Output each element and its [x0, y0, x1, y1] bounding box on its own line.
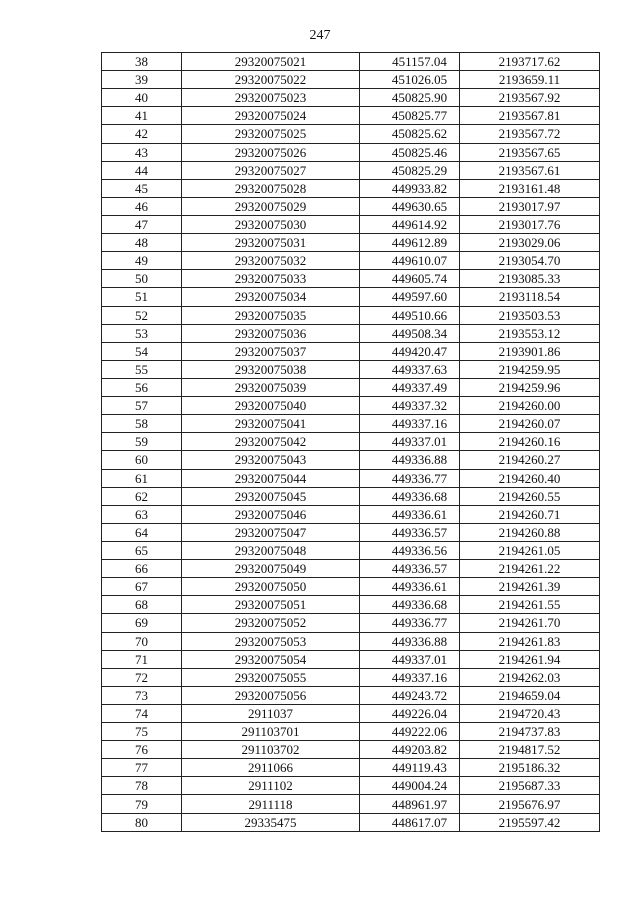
point-id-cell: 29320075025	[182, 125, 360, 143]
point-id-cell: 291103701	[182, 723, 360, 741]
table-row	[102, 723, 600, 741]
x-coordinate-cell: 449336.88	[360, 632, 460, 650]
row-number-cell: 39	[102, 71, 182, 89]
row-number-cell: 40	[102, 89, 182, 107]
y-coordinate-cell: 2193085.33	[460, 270, 600, 288]
table-row	[102, 741, 600, 759]
row-number-cell: 58	[102, 415, 182, 433]
table-row	[102, 596, 600, 614]
row-number-cell: 80	[102, 813, 182, 831]
row-number-cell: 41	[102, 107, 182, 125]
y-coordinate-cell: 2194720.43	[460, 704, 600, 722]
point-id-cell: 29320075026	[182, 143, 360, 161]
point-id-cell: 2911102	[182, 777, 360, 795]
point-id-cell: 29320075055	[182, 668, 360, 686]
coordinates-table	[101, 52, 600, 832]
y-coordinate-cell: 2193017.97	[460, 197, 600, 215]
x-coordinate-cell: 450825.29	[360, 161, 460, 179]
x-coordinate-cell: 449226.04	[360, 704, 460, 722]
row-number-cell: 73	[102, 686, 182, 704]
row-number-cell: 46	[102, 197, 182, 215]
table-row	[102, 161, 600, 179]
point-id-cell: 29320075028	[182, 179, 360, 197]
point-id-cell: 29320075050	[182, 578, 360, 596]
point-id-cell: 29320075037	[182, 342, 360, 360]
row-number-cell: 49	[102, 252, 182, 270]
point-id-cell: 291103702	[182, 741, 360, 759]
table-row	[102, 523, 600, 541]
x-coordinate-cell: 449336.57	[360, 560, 460, 578]
y-coordinate-cell: 2194260.88	[460, 523, 600, 541]
table-row	[102, 306, 600, 324]
table-row	[102, 650, 600, 668]
point-id-cell: 29335475	[182, 813, 360, 831]
point-id-cell: 29320075040	[182, 397, 360, 415]
x-coordinate-cell: 449337.16	[360, 415, 460, 433]
x-coordinate-cell: 449336.77	[360, 469, 460, 487]
row-number-cell: 55	[102, 360, 182, 378]
y-coordinate-cell: 2193659.11	[460, 71, 600, 89]
x-coordinate-cell: 449336.88	[360, 451, 460, 469]
y-coordinate-cell: 2194261.22	[460, 560, 600, 578]
y-coordinate-cell: 2194737.83	[460, 723, 600, 741]
table-row	[102, 234, 600, 252]
row-number-cell: 57	[102, 397, 182, 415]
row-number-cell: 60	[102, 451, 182, 469]
point-id-cell: 29320075034	[182, 288, 360, 306]
row-number-cell: 78	[102, 777, 182, 795]
x-coordinate-cell: 449336.57	[360, 523, 460, 541]
row-number-cell: 52	[102, 306, 182, 324]
x-coordinate-cell: 449336.56	[360, 541, 460, 559]
table-row	[102, 252, 600, 270]
row-number-cell: 66	[102, 560, 182, 578]
row-number-cell: 74	[102, 704, 182, 722]
y-coordinate-cell: 2193553.12	[460, 324, 600, 342]
x-coordinate-cell: 449336.77	[360, 614, 460, 632]
y-coordinate-cell: 2193567.61	[460, 161, 600, 179]
table-row	[102, 704, 600, 722]
y-coordinate-cell: 2194261.83	[460, 632, 600, 650]
row-number-cell: 72	[102, 668, 182, 686]
row-number-cell: 53	[102, 324, 182, 342]
row-number-cell: 61	[102, 469, 182, 487]
row-number-cell: 71	[102, 650, 182, 668]
y-coordinate-cell: 2194259.95	[460, 360, 600, 378]
row-number-cell: 77	[102, 759, 182, 777]
row-number-cell: 75	[102, 723, 182, 741]
point-id-cell: 29320075056	[182, 686, 360, 704]
x-coordinate-cell: 449203.82	[360, 741, 460, 759]
y-coordinate-cell: 2194260.16	[460, 433, 600, 451]
x-coordinate-cell: 451157.04	[360, 53, 460, 71]
x-coordinate-cell: 449336.61	[360, 505, 460, 523]
x-coordinate-cell: 449510.66	[360, 306, 460, 324]
y-coordinate-cell: 2194261.70	[460, 614, 600, 632]
x-coordinate-cell: 449612.89	[360, 234, 460, 252]
row-number-cell: 67	[102, 578, 182, 596]
x-coordinate-cell: 449614.92	[360, 215, 460, 233]
x-coordinate-cell: 449597.60	[360, 288, 460, 306]
y-coordinate-cell: 2195687.33	[460, 777, 600, 795]
row-number-cell: 42	[102, 125, 182, 143]
point-id-cell: 29320075051	[182, 596, 360, 614]
table-row	[102, 614, 600, 632]
point-id-cell: 29320075046	[182, 505, 360, 523]
row-number-cell: 79	[102, 795, 182, 813]
point-id-cell: 29320075049	[182, 560, 360, 578]
table-row	[102, 197, 600, 215]
row-number-cell: 43	[102, 143, 182, 161]
x-coordinate-cell: 449222.06	[360, 723, 460, 741]
y-coordinate-cell: 2194659.04	[460, 686, 600, 704]
point-id-cell: 2911066	[182, 759, 360, 777]
table-row	[102, 342, 600, 360]
row-number-cell: 56	[102, 378, 182, 396]
point-id-cell: 29320075041	[182, 415, 360, 433]
table-row	[102, 505, 600, 523]
x-coordinate-cell: 449336.68	[360, 487, 460, 505]
x-coordinate-cell: 449336.61	[360, 578, 460, 596]
x-coordinate-cell: 451026.05	[360, 71, 460, 89]
table-row	[102, 378, 600, 396]
x-coordinate-cell: 449243.72	[360, 686, 460, 704]
page-number: 247	[309, 28, 331, 43]
table-row	[102, 433, 600, 451]
row-number-cell: 50	[102, 270, 182, 288]
table-row	[102, 324, 600, 342]
y-coordinate-cell: 2194260.40	[460, 469, 600, 487]
y-coordinate-cell: 2193567.65	[460, 143, 600, 161]
point-id-cell: 29320075054	[182, 650, 360, 668]
y-coordinate-cell: 2193567.72	[460, 125, 600, 143]
x-coordinate-cell: 449337.49	[360, 378, 460, 396]
table-row	[102, 179, 600, 197]
y-coordinate-cell: 2194261.05	[460, 541, 600, 559]
table-row	[102, 686, 600, 704]
x-coordinate-cell: 449610.07	[360, 252, 460, 270]
table-row	[102, 415, 600, 433]
y-coordinate-cell: 2193717.62	[460, 53, 600, 71]
row-number-cell: 59	[102, 433, 182, 451]
point-id-cell: 29320075045	[182, 487, 360, 505]
row-number-cell: 47	[102, 215, 182, 233]
y-coordinate-cell: 2193029.06	[460, 234, 600, 252]
point-id-cell: 29320075042	[182, 433, 360, 451]
y-coordinate-cell: 2193054.70	[460, 252, 600, 270]
x-coordinate-cell: 450825.90	[360, 89, 460, 107]
table-row	[102, 632, 600, 650]
coordinates-table-body	[102, 53, 600, 832]
y-coordinate-cell: 2195597.42	[460, 813, 600, 831]
point-id-cell: 29320075043	[182, 451, 360, 469]
table-row	[102, 125, 600, 143]
table-row	[102, 777, 600, 795]
point-id-cell: 29320075032	[182, 252, 360, 270]
y-coordinate-cell: 2194261.94	[460, 650, 600, 668]
table-row	[102, 759, 600, 777]
y-coordinate-cell: 2194261.55	[460, 596, 600, 614]
x-coordinate-cell: 450825.62	[360, 125, 460, 143]
row-number-cell: 63	[102, 505, 182, 523]
y-coordinate-cell: 2194817.52	[460, 741, 600, 759]
y-coordinate-cell: 2193567.81	[460, 107, 600, 125]
row-number-cell: 54	[102, 342, 182, 360]
table-row	[102, 107, 600, 125]
row-number-cell: 62	[102, 487, 182, 505]
y-coordinate-cell: 2193161.48	[460, 179, 600, 197]
row-number-cell: 76	[102, 741, 182, 759]
x-coordinate-cell: 449630.65	[360, 197, 460, 215]
point-id-cell: 29320075031	[182, 234, 360, 252]
y-coordinate-cell: 2194261.39	[460, 578, 600, 596]
x-coordinate-cell: 449605.74	[360, 270, 460, 288]
table-row	[102, 397, 600, 415]
y-coordinate-cell: 2193017.76	[460, 215, 600, 233]
point-id-cell: 29320075053	[182, 632, 360, 650]
point-id-cell: 29320075044	[182, 469, 360, 487]
point-id-cell: 29320075023	[182, 89, 360, 107]
table-row	[102, 451, 600, 469]
x-coordinate-cell: 450825.77	[360, 107, 460, 125]
point-id-cell: 29320075048	[182, 541, 360, 559]
x-coordinate-cell: 449336.68	[360, 596, 460, 614]
row-number-cell: 68	[102, 596, 182, 614]
y-coordinate-cell: 2194260.27	[460, 451, 600, 469]
point-id-cell: 29320075047	[182, 523, 360, 541]
table-row	[102, 578, 600, 596]
x-coordinate-cell: 449933.82	[360, 179, 460, 197]
table-row	[102, 668, 600, 686]
x-coordinate-cell: 449337.01	[360, 433, 460, 451]
table-row	[102, 53, 600, 71]
y-coordinate-cell: 2194262.03	[460, 668, 600, 686]
x-coordinate-cell: 448617.07	[360, 813, 460, 831]
table-row	[102, 469, 600, 487]
point-id-cell: 2911118	[182, 795, 360, 813]
table-row	[102, 560, 600, 578]
point-id-cell: 29320075029	[182, 197, 360, 215]
x-coordinate-cell: 449119.43	[360, 759, 460, 777]
y-coordinate-cell: 2195676.97	[460, 795, 600, 813]
table-row	[102, 270, 600, 288]
y-coordinate-cell: 2194260.07	[460, 415, 600, 433]
y-coordinate-cell: 2194259.96	[460, 378, 600, 396]
row-number-cell: 65	[102, 541, 182, 559]
row-number-cell: 44	[102, 161, 182, 179]
x-coordinate-cell: 449337.01	[360, 650, 460, 668]
y-coordinate-cell: 2193567.92	[460, 89, 600, 107]
point-id-cell: 29320075039	[182, 378, 360, 396]
x-coordinate-cell: 449337.16	[360, 668, 460, 686]
x-coordinate-cell: 449337.63	[360, 360, 460, 378]
point-id-cell: 29320075021	[182, 53, 360, 71]
y-coordinate-cell: 2193901.86	[460, 342, 600, 360]
y-coordinate-cell: 2194260.71	[460, 505, 600, 523]
table-row	[102, 89, 600, 107]
x-coordinate-cell: 450825.46	[360, 143, 460, 161]
point-id-cell: 29320075024	[182, 107, 360, 125]
point-id-cell: 29320075052	[182, 614, 360, 632]
table-row	[102, 813, 600, 831]
point-id-cell: 29320075027	[182, 161, 360, 179]
y-coordinate-cell: 2194260.00	[460, 397, 600, 415]
row-number-cell: 70	[102, 632, 182, 650]
table-row	[102, 360, 600, 378]
row-number-cell: 45	[102, 179, 182, 197]
table-row	[102, 795, 600, 813]
row-number-cell: 38	[102, 53, 182, 71]
point-id-cell: 29320075035	[182, 306, 360, 324]
y-coordinate-cell: 2195186.32	[460, 759, 600, 777]
point-id-cell: 29320075033	[182, 270, 360, 288]
table-row	[102, 215, 600, 233]
y-coordinate-cell: 2193503.53	[460, 306, 600, 324]
point-id-cell: 29320075022	[182, 71, 360, 89]
x-coordinate-cell: 448961.97	[360, 795, 460, 813]
row-number-cell: 64	[102, 523, 182, 541]
row-number-cell: 51	[102, 288, 182, 306]
row-number-cell: 69	[102, 614, 182, 632]
point-id-cell: 29320075038	[182, 360, 360, 378]
x-coordinate-cell: 449420.47	[360, 342, 460, 360]
x-coordinate-cell: 449337.32	[360, 397, 460, 415]
row-number-cell: 48	[102, 234, 182, 252]
table-row	[102, 487, 600, 505]
table-row	[102, 288, 600, 306]
point-id-cell: 29320075030	[182, 215, 360, 233]
table-row	[102, 143, 600, 161]
table-row	[102, 541, 600, 559]
y-coordinate-cell: 2194260.55	[460, 487, 600, 505]
point-id-cell: 29320075036	[182, 324, 360, 342]
table-row	[102, 71, 600, 89]
x-coordinate-cell: 449508.34	[360, 324, 460, 342]
y-coordinate-cell: 2193118.54	[460, 288, 600, 306]
x-coordinate-cell: 449004.24	[360, 777, 460, 795]
point-id-cell: 2911037	[182, 704, 360, 722]
